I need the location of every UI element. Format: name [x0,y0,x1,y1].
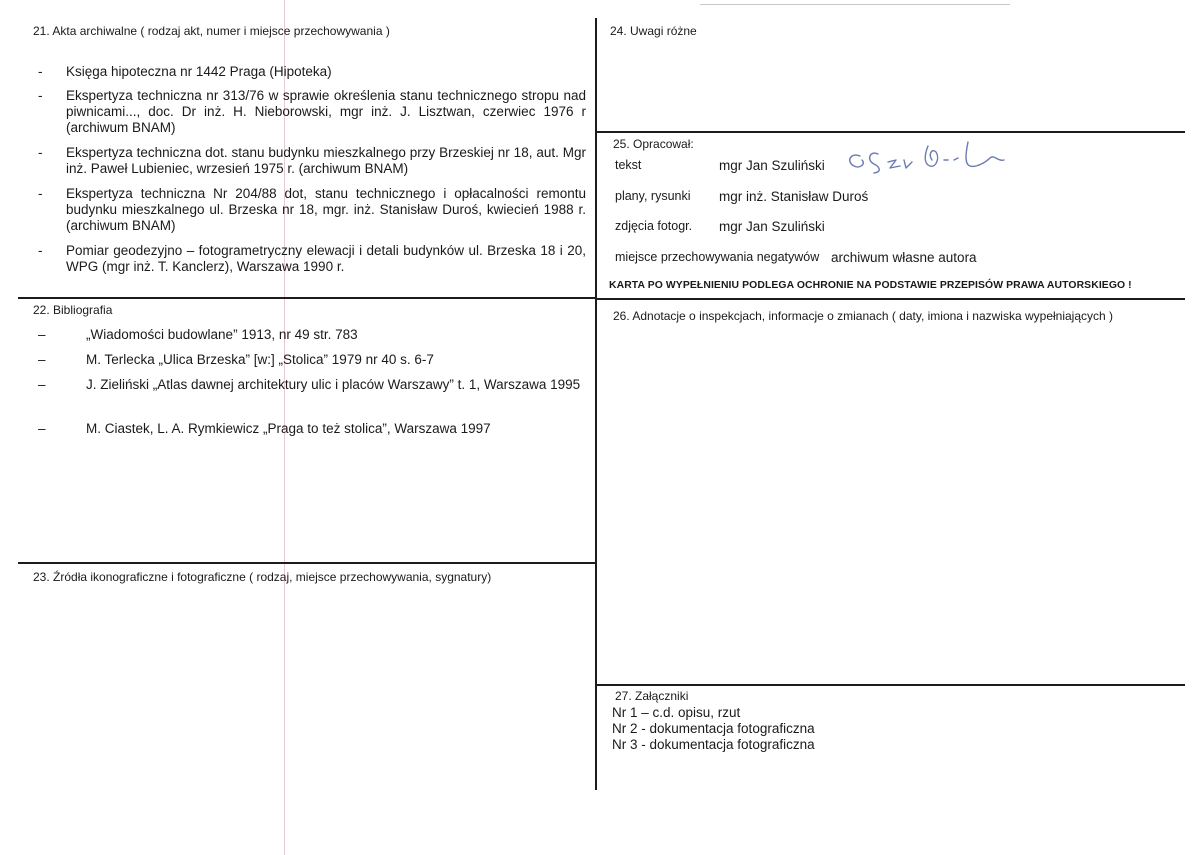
list-item [38,421,598,439]
list-item-text: Ekspertyza techniczna dot. stanu budynku mieszkalnego przy Brzeskiej nr 18, aut. Mgr inż. Paweł Lubieniec, wrzesień 1975 r. (archiwum BNAM) [66,145,586,176]
section-24-heading: 24. Uwagi różne [610,24,697,38]
list-bullet: - [38,186,43,201]
list-bullet: – [38,377,46,392]
section-27-heading: 27. Załączniki [615,689,689,703]
list-item [38,243,598,277]
list-item [38,377,598,411]
list-item [38,145,598,179]
list-item-text: „Wiadomości budowlane” 1913, nr 49 str. 783 [86,327,358,342]
list-item [38,88,598,138]
section-23-heading: 23. Źródła ikonograficzne i fotograficzne ( rodzaj, miejsce przechowywania, sygnatury) [33,570,492,584]
copyright-notice: KARTA PO WYPEŁNIENIU PODLEGA OCHRONIE NA PODSTAWIE PRZEPISÓW PRAWA AUTORSKIEGO ! [609,280,1132,291]
list-item-text: Ekspertyza techniczna Nr 204/88 dot, stanu technicznego i opłacalności remontu budynku mieszkalnego ul. Brzeska nr 18, mgr. inż. Stanisław Duroś, kwiecień 1988 r. (archiwum BNAM) [66,186,586,233]
section-25-heading: 25. Opracował: [613,137,694,151]
list-item [38,352,598,370]
divider-21-22 [18,297,595,299]
signature [840,138,1020,176]
attachment-item: Nr 3 - dokumentacja fotograficzna [612,737,815,752]
attachment-item: Nr 1 – c.d. opisu, rzut [612,705,741,720]
list-item-text: M. Terlecka „Ulica Brzeska” [w:] „Stolica” 1979 nr 40 s. 6-7 [86,352,434,367]
list-bullet: – [38,327,46,342]
divider-22-23 [18,562,595,564]
section-26-heading: 26. Adnotacje o inspekcjach, informacje o zmianach ( daty, imiona i nazwiska wypełniających ) [613,309,1114,323]
scan-artifact-top-line [700,4,1010,5]
author-text-value: mgr Jan Szuliński [719,158,825,173]
list-item-text: M. Ciastek, L. A. Rymkiewicz „Praga to też stolica”, Warszawa 1997 [86,421,491,436]
section-22-heading: 22. Bibliografia [33,303,113,317]
attachment-item: Nr 2 - dokumentacja fotograficzna [612,721,815,736]
section-21-heading: 21. Akta archiwalne ( rodzaj akt, numer i miejsce przechowywania ) [33,24,390,38]
negatives-value: archiwum własne autora [831,250,977,265]
list-item [38,64,598,82]
photos-label: zdjęcia fotogr. [615,219,693,233]
divider-24-25 [597,131,1185,133]
list-item [38,327,598,345]
list-item [38,186,598,236]
list-bullet: - [38,145,43,160]
list-bullet: - [38,243,43,258]
divider-26-27 [597,684,1185,686]
list-bullet: - [38,64,43,79]
list-bullet: - [38,88,43,103]
photos-value: mgr Jan Szuliński [719,219,825,234]
list-item-text: Ekspertyza techniczna nr 313/76 w sprawie określenia stanu technicznego stropu nad piwnicami..., doc. Dr inż. H. Nieborowski, mgr inż. J. Lisztwan, czerwiec 1976 r (archiwum BNAM) [66,88,586,135]
list-bullet: – [38,421,46,436]
list-item-text: Pomiar geodezyjno – fotogrametryczny elewacji i detali budynków ul. Brzeska 18 i 20, WPG (mgr inż. T. Kanclerz), Warszawa 1990 r. [66,243,586,274]
list-bullet: – [38,352,46,367]
drawings-value: mgr inż. Stanisław Duroś [719,189,869,204]
author-text-label: tekst [615,158,642,172]
drawings-label: plany, rysunki [615,189,691,203]
divider-25-26 [597,298,1185,300]
list-item-text: J. Zieliński „Atlas dawnej architektury ulic i placów Warszawy” t. 1, Warszawa 1995 [86,377,581,392]
negatives-label: miejsce przechowywania negatywów [615,250,820,264]
list-item-text: Księga hipoteczna nr 1442 Praga (Hipoteka) [66,64,332,79]
